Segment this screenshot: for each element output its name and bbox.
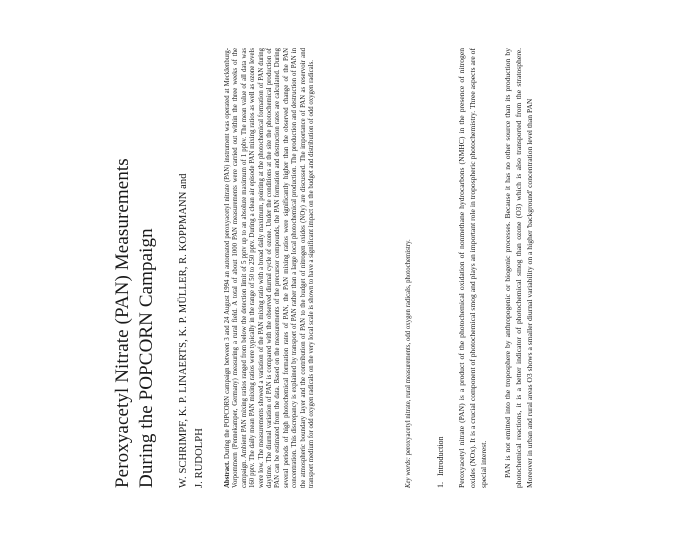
paper-title-line-1: Peroxyacetyl Nitrate (PAN) Measurements — [112, 158, 133, 488]
abstract — [224, 48, 316, 488]
keywords-label: Key words: — [405, 457, 412, 488]
keywords — [405, 239, 412, 488]
section-heading — [436, 436, 445, 488]
abstract-label: Abstract. — [224, 461, 231, 488]
intro-paragraph-1: Peroxyacetyl nitrate (PAN) is a product of the photochemical oxidation of nonmethane hydrocarbons (NMHC) in the presence of nitrogen oxides (NOx). It is a crucial component of photochemical smog and plays an important role in tropospheric photochemistry. Three aspects are of special interest. — [457, 48, 488, 488]
authors-line-2: J. RUDOLPH — [194, 428, 205, 488]
section-number: 1. — [436, 482, 445, 488]
abstract-text: During the POPCORN campaign between 3 and 24 August 1994 an automated peroxyacetyl nitrate (PAN) instrument was operated at Mecklenburg-Vorpommern (Pennekamper, Germany) measuring a rural field. A total of about 1000 PAN measurements were carried out within the three weeks of the campaign. Ambient PAN mixing ratios ranged from below the detection limit of 5 pptv up to an absolute maximum of 1 ppbv. The mean value of all data was 160 pptv. The daily mean PAN mixing ratios were typically in the range of 50 to 250 pptv. During a clean air episode PAN mixing ratios as well as ozone levels were low. The measurements showed a variation of the PAN mixing ratio with a broad daily maximum, pointing at the photochemical formation of PAN during daytime. The diurnal variation of PAN is compared with the observed diurnal cycle of ozone. Under the conditions at the site the photochemical production of PAN can be estimated from the data. Based on the measurements of the precursor compounds, the PAN formation and destruction rates are calculated. During several periods of high photochemical formation rates of PAN, the PAN mixing ratios were significantly higher than the observed change of the PAN concentration. This discrepancy is explained by transport of PAN rather than a large local photochemical production. The production and destruction of PAN in the atmospheric boundary layer and the contribution of PAN to the budget of nitrogen oxides (NOy) are discussed. The importance of PAN as reservoir and transport medium for odd oxygen radicals on the very local scale is shown to have a significant impact on the budget and distribution of odd oxygen radicals. — [224, 48, 316, 488]
keywords-text: peroxyacetyl nitrate, rural measurements, odd oxygen radicals, photochemistry. — [405, 239, 412, 456]
intro-paragraph-2: PAN is not emitted into the troposphere by anthropogenic or biogenic processes. Because it has no other source than its production by photochemical reactions, it is a better indicator of photochemical smog than ozone (O3) which is also transported from the stratosphere. Moreover in urban and rural areas O3 shows a smaller diurnal variability on a higher 'background' concentration level than PAN — [503, 48, 534, 488]
authors-line-1: W. SCHRIMPF, K. P. LINAERTS, K. P. MÜLLER, R. KOPPMANN and — [178, 173, 189, 488]
paper-title-line-2: During the POPCORN Campaign — [136, 228, 157, 488]
section-title: Introduction — [436, 436, 445, 476]
